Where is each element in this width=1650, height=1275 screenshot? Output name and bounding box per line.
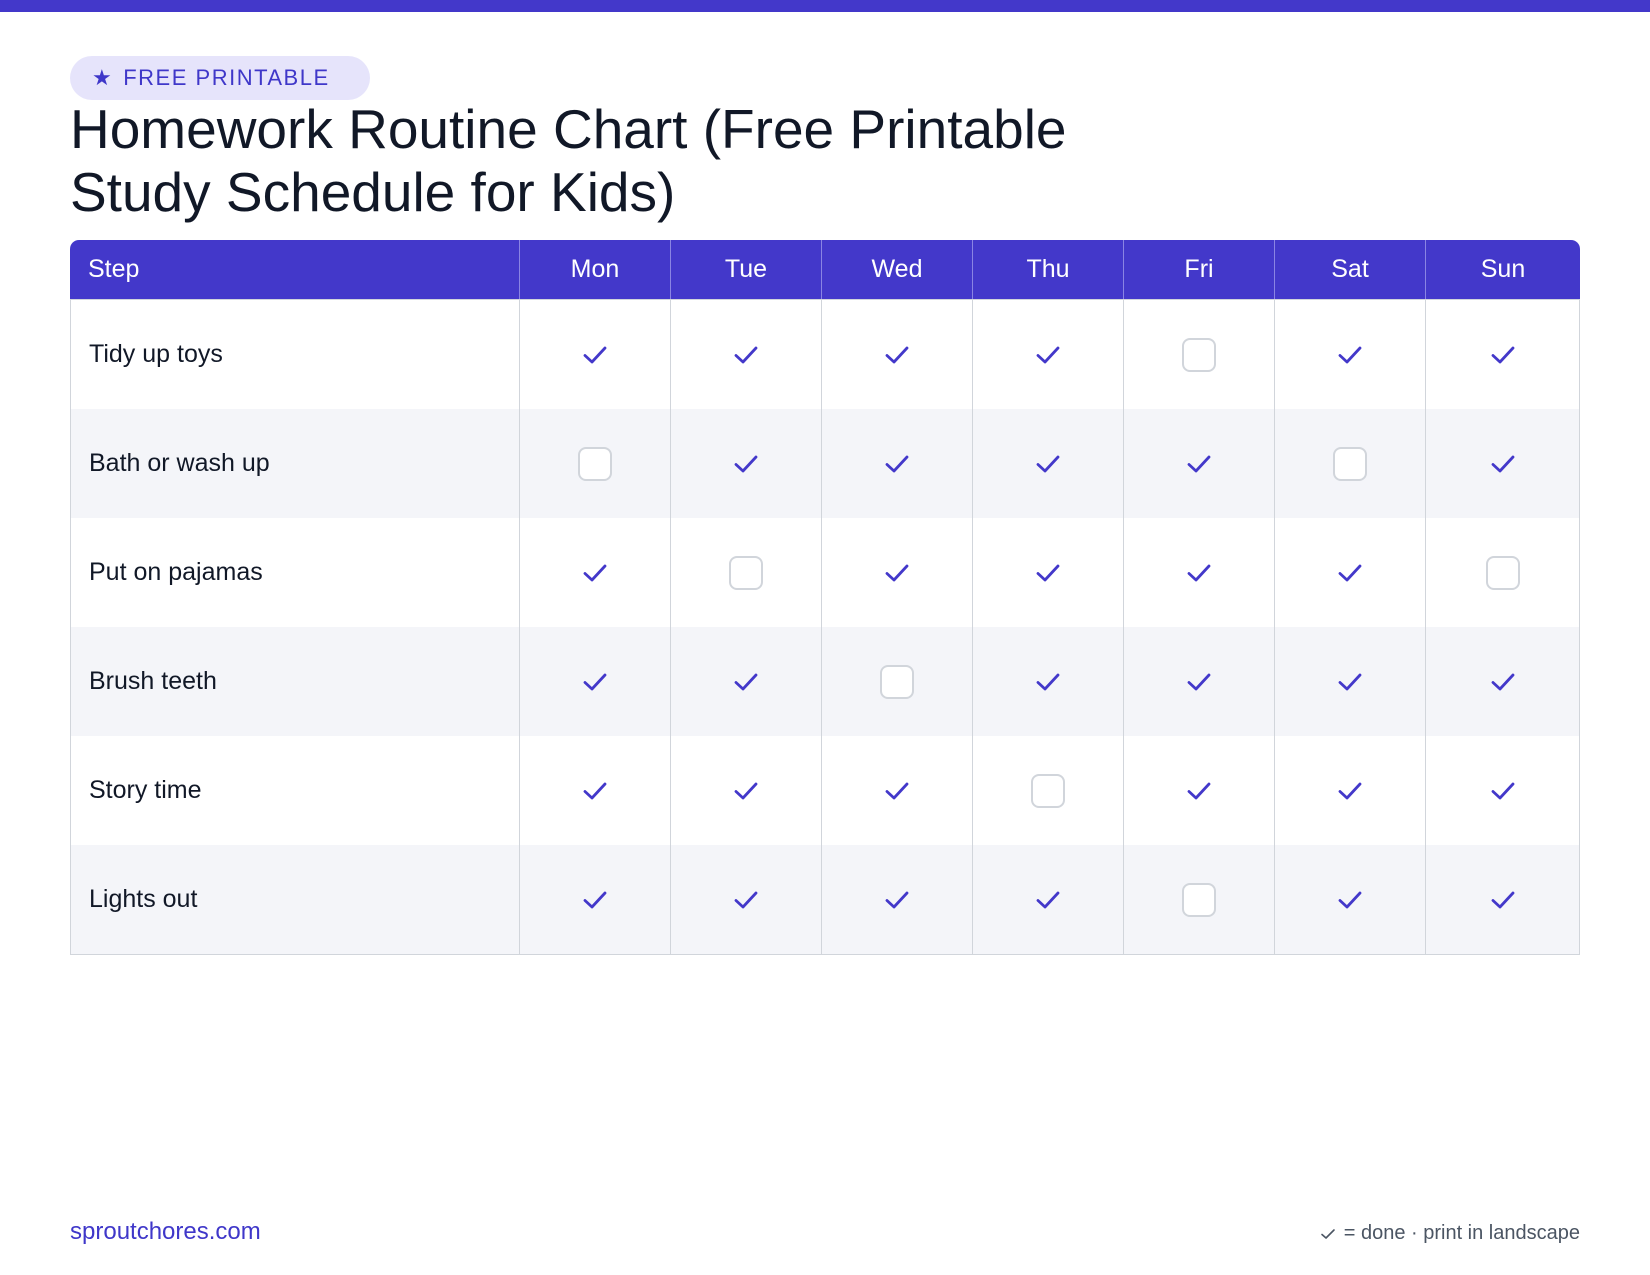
table-row bbox=[70, 627, 1580, 736]
empty-checkbox[interactable] bbox=[1182, 883, 1216, 917]
day-cell-tue bbox=[671, 518, 822, 627]
day-cell-sat bbox=[1275, 627, 1426, 736]
check-icon[interactable] bbox=[1035, 342, 1061, 368]
empty-checkbox[interactable] bbox=[1333, 447, 1367, 481]
check-icon[interactable] bbox=[582, 560, 608, 586]
day-cell-wed bbox=[822, 299, 973, 409]
check-icon[interactable] bbox=[1490, 669, 1516, 695]
free-printable-badge bbox=[70, 56, 370, 100]
check-icon[interactable] bbox=[1035, 560, 1061, 586]
table-row bbox=[70, 518, 1580, 627]
check-icon[interactable] bbox=[1186, 778, 1212, 804]
column-header-tue: Tue bbox=[671, 240, 822, 299]
check-icon[interactable] bbox=[884, 887, 910, 913]
column-header-thu: Thu bbox=[973, 240, 1124, 299]
check-icon[interactable] bbox=[1490, 342, 1516, 368]
check-icon[interactable] bbox=[1337, 778, 1363, 804]
check-icon bbox=[1320, 1226, 1336, 1242]
step-label: Brush teeth bbox=[70, 627, 520, 736]
day-cell-wed bbox=[822, 409, 973, 518]
day-cell-thu bbox=[973, 409, 1124, 518]
check-icon[interactable] bbox=[1337, 560, 1363, 586]
check-icon[interactable] bbox=[733, 669, 759, 695]
day-cell-tue bbox=[671, 736, 822, 845]
check-icon[interactable] bbox=[1490, 887, 1516, 913]
check-icon[interactable] bbox=[582, 669, 608, 695]
empty-checkbox[interactable] bbox=[1031, 774, 1065, 808]
check-icon[interactable] bbox=[1186, 451, 1212, 477]
empty-checkbox[interactable] bbox=[578, 447, 612, 481]
page-title: Homework Routine Chart (Free Printable Study Schedule for Kids) bbox=[70, 98, 1067, 223]
day-cell-mon bbox=[520, 736, 671, 845]
top-accent-bar bbox=[0, 0, 1650, 12]
day-cell-sat bbox=[1275, 736, 1426, 845]
day-cell-tue bbox=[671, 627, 822, 736]
day-cell-sat bbox=[1275, 299, 1426, 409]
badge-label: FREE PRINTABLE bbox=[123, 65, 330, 90]
check-icon[interactable] bbox=[582, 342, 608, 368]
day-cell-mon bbox=[520, 299, 671, 409]
day-cell-wed bbox=[822, 518, 973, 627]
check-icon[interactable] bbox=[1186, 560, 1212, 586]
check-icon[interactable] bbox=[884, 342, 910, 368]
column-header-step: Step bbox=[70, 240, 520, 299]
empty-checkbox[interactable] bbox=[729, 556, 763, 590]
day-cell-wed bbox=[822, 736, 973, 845]
day-cell-sun bbox=[1426, 845, 1580, 955]
day-cell-fri bbox=[1124, 627, 1275, 736]
check-icon[interactable] bbox=[733, 342, 759, 368]
routine-table bbox=[70, 240, 1580, 955]
day-cell-sat bbox=[1275, 518, 1426, 627]
day-cell-tue bbox=[671, 409, 822, 518]
day-cell-thu bbox=[973, 299, 1124, 409]
day-cell-sun bbox=[1426, 409, 1580, 518]
day-cell-sat bbox=[1275, 409, 1426, 518]
check-icon[interactable] bbox=[884, 778, 910, 804]
day-cell-mon bbox=[520, 627, 671, 736]
check-icon[interactable] bbox=[884, 560, 910, 586]
table-row bbox=[70, 299, 1580, 409]
check-icon[interactable] bbox=[1490, 778, 1516, 804]
day-cell-wed bbox=[822, 845, 973, 955]
day-cell-tue bbox=[671, 299, 822, 409]
day-cell-fri bbox=[1124, 409, 1275, 518]
check-icon[interactable] bbox=[1337, 669, 1363, 695]
day-cell-thu bbox=[973, 845, 1124, 955]
check-icon[interactable] bbox=[733, 778, 759, 804]
column-header-mon: Mon bbox=[520, 240, 671, 299]
day-cell-fri bbox=[1124, 518, 1275, 627]
check-icon[interactable] bbox=[1035, 451, 1061, 477]
day-cell-sat bbox=[1275, 845, 1426, 955]
day-cell-fri bbox=[1124, 845, 1275, 955]
check-icon[interactable] bbox=[1186, 669, 1212, 695]
site-link[interactable]: sproutchores.com bbox=[70, 1218, 261, 1245]
empty-checkbox[interactable] bbox=[880, 665, 914, 699]
day-cell-fri bbox=[1124, 736, 1275, 845]
check-icon[interactable] bbox=[582, 887, 608, 913]
check-icon[interactable] bbox=[1490, 451, 1516, 477]
day-cell-wed bbox=[822, 627, 973, 736]
column-header-wed: Wed bbox=[822, 240, 973, 299]
step-label: Put on pajamas bbox=[70, 518, 520, 627]
day-cell-fri bbox=[1124, 299, 1275, 409]
check-icon[interactable] bbox=[1337, 342, 1363, 368]
table-header-row bbox=[70, 240, 1580, 299]
check-icon[interactable] bbox=[884, 451, 910, 477]
table-row bbox=[70, 409, 1580, 518]
table-row bbox=[70, 845, 1580, 955]
day-cell-mon bbox=[520, 409, 671, 518]
empty-checkbox[interactable] bbox=[1486, 556, 1520, 590]
legend-note bbox=[1320, 1222, 1580, 1245]
step-label: Story time bbox=[70, 736, 520, 845]
check-icon[interactable] bbox=[582, 778, 608, 804]
step-label: Lights out bbox=[70, 845, 520, 955]
step-label: Tidy up toys bbox=[70, 299, 520, 409]
step-label: Bath or wash up bbox=[70, 409, 520, 518]
column-header-sun: Sun bbox=[1426, 240, 1580, 299]
day-cell-sun bbox=[1426, 627, 1580, 736]
day-cell-tue bbox=[671, 845, 822, 955]
day-cell-sun bbox=[1426, 736, 1580, 845]
day-cell-mon bbox=[520, 845, 671, 955]
empty-checkbox[interactable] bbox=[1182, 338, 1216, 372]
day-cell-thu bbox=[973, 736, 1124, 845]
check-icon[interactable] bbox=[1035, 887, 1061, 913]
day-cell-thu bbox=[973, 627, 1124, 736]
column-header-sat: Sat bbox=[1275, 240, 1426, 299]
day-cell-mon bbox=[520, 518, 671, 627]
table-body bbox=[70, 299, 1580, 955]
check-icon[interactable] bbox=[1337, 887, 1363, 913]
check-icon[interactable] bbox=[1035, 669, 1061, 695]
day-cell-thu bbox=[973, 518, 1124, 627]
day-cell-sun bbox=[1426, 299, 1580, 409]
check-icon[interactable] bbox=[733, 451, 759, 477]
day-cell-sun bbox=[1426, 518, 1580, 627]
column-header-fri: Fri bbox=[1124, 240, 1275, 299]
check-icon[interactable] bbox=[733, 887, 759, 913]
star-icon: ★ bbox=[92, 65, 114, 90]
table-row bbox=[70, 736, 1580, 845]
legend-note-text: = done · print in landscape bbox=[1343, 1222, 1580, 1244]
